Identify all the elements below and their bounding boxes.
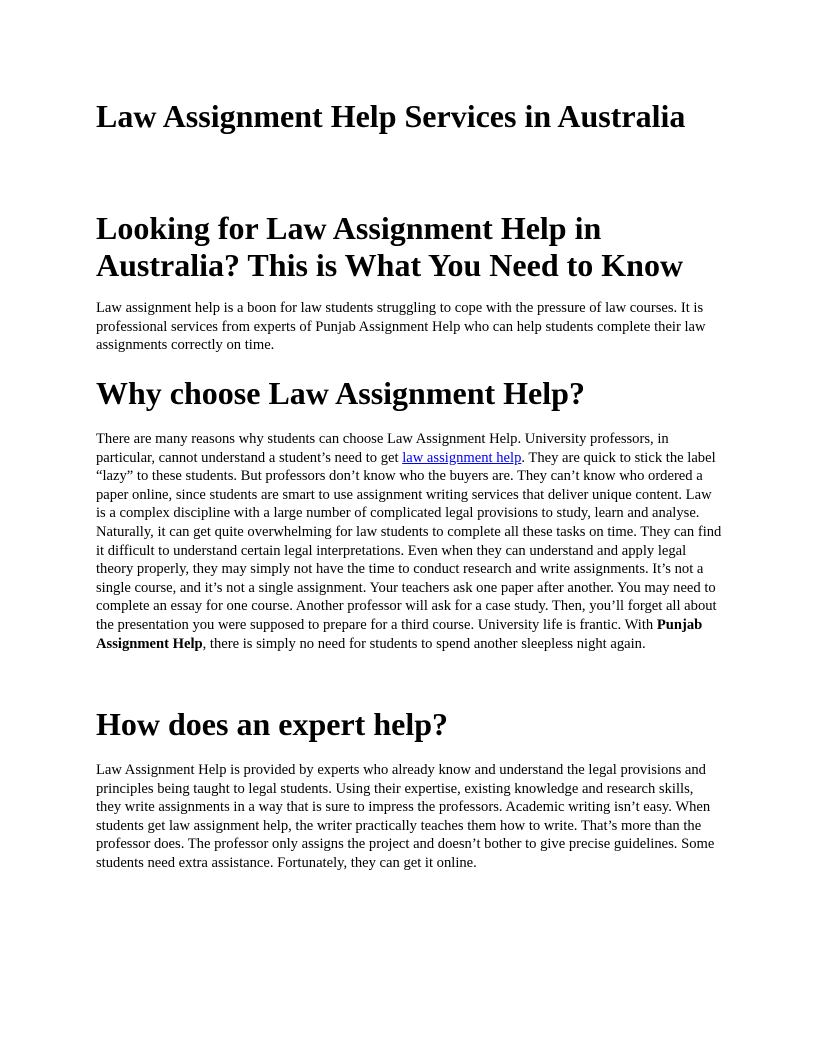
section-heading-why: Why choose Law Assignment Help? xyxy=(96,375,585,411)
law-assignment-help-link[interactable]: law assignment help xyxy=(402,449,522,466)
document-title: Law Assignment Help Services in Australia xyxy=(96,98,686,134)
section-paragraph-why xyxy=(96,430,724,653)
section-heading-how: How does an expert help? xyxy=(96,706,448,742)
paragraph-text-before-link: There are many reasons why students can choose Law Assignment Help. University professors, in particular, cannot understand a student’s need to get xyxy=(96,431,669,466)
paragraph-text-end: , there is simply no need for students to spend another sleepless night again. xyxy=(202,635,646,652)
section-paragraph-how: Law Assignment Help is provided by experts who already know and understand the legal provisions and principles being taught to legal students. Using their expertise, existing knowledge and research skills, they write assignments in a way that is sure to impress the professors. Academic writing isn’t easy. When students get law assignment help, the writer practically teaches them how to write. That’s more than the professor does. The professor only assigns the project and doesn’t bother to give precise guidelines. Some students need extra assistance. Fortunately, they can get it online. xyxy=(96,762,715,871)
brand-name-bold: Punjab Assignment Help xyxy=(96,616,703,652)
paragraph-text-after-link: . They are quick to stick the label “lazy” to these students. But professors don’t know who the buyers are. They can’t know who ordered a paper online, since students are smart to use assignment writing services that deliver unique content. Law is a complex discipline with a large number of complicated legal provisions to study, learn and analyse. Naturally, it can get quite overwhelming for law students to complete all these tasks on time. They can find it difficult to understand certain legal interpretations. Even when they can understand and apply legal theory properly, they may simply not have the time to conduct research and write assignments. It’s not a single course, and it’s not a single assignment. Your teachers ask one paper after another. You may need to complete an essay for one course. Another professor will ask for a case study. Then, you’ll forget all about the presentation you were supposed to prepare for a third course. University life is frantic. With xyxy=(96,449,722,633)
section-paragraph-looking: Law assignment help is a boon for law students struggling to cope with the pressure of law courses. It is professional services from experts of Punjab Assignment Help who can help students complete their law assignments correctly on time. xyxy=(96,300,706,354)
section-heading-looking: Looking for Law Assignment Help in Australia? This is What You Need to Know xyxy=(96,210,684,283)
